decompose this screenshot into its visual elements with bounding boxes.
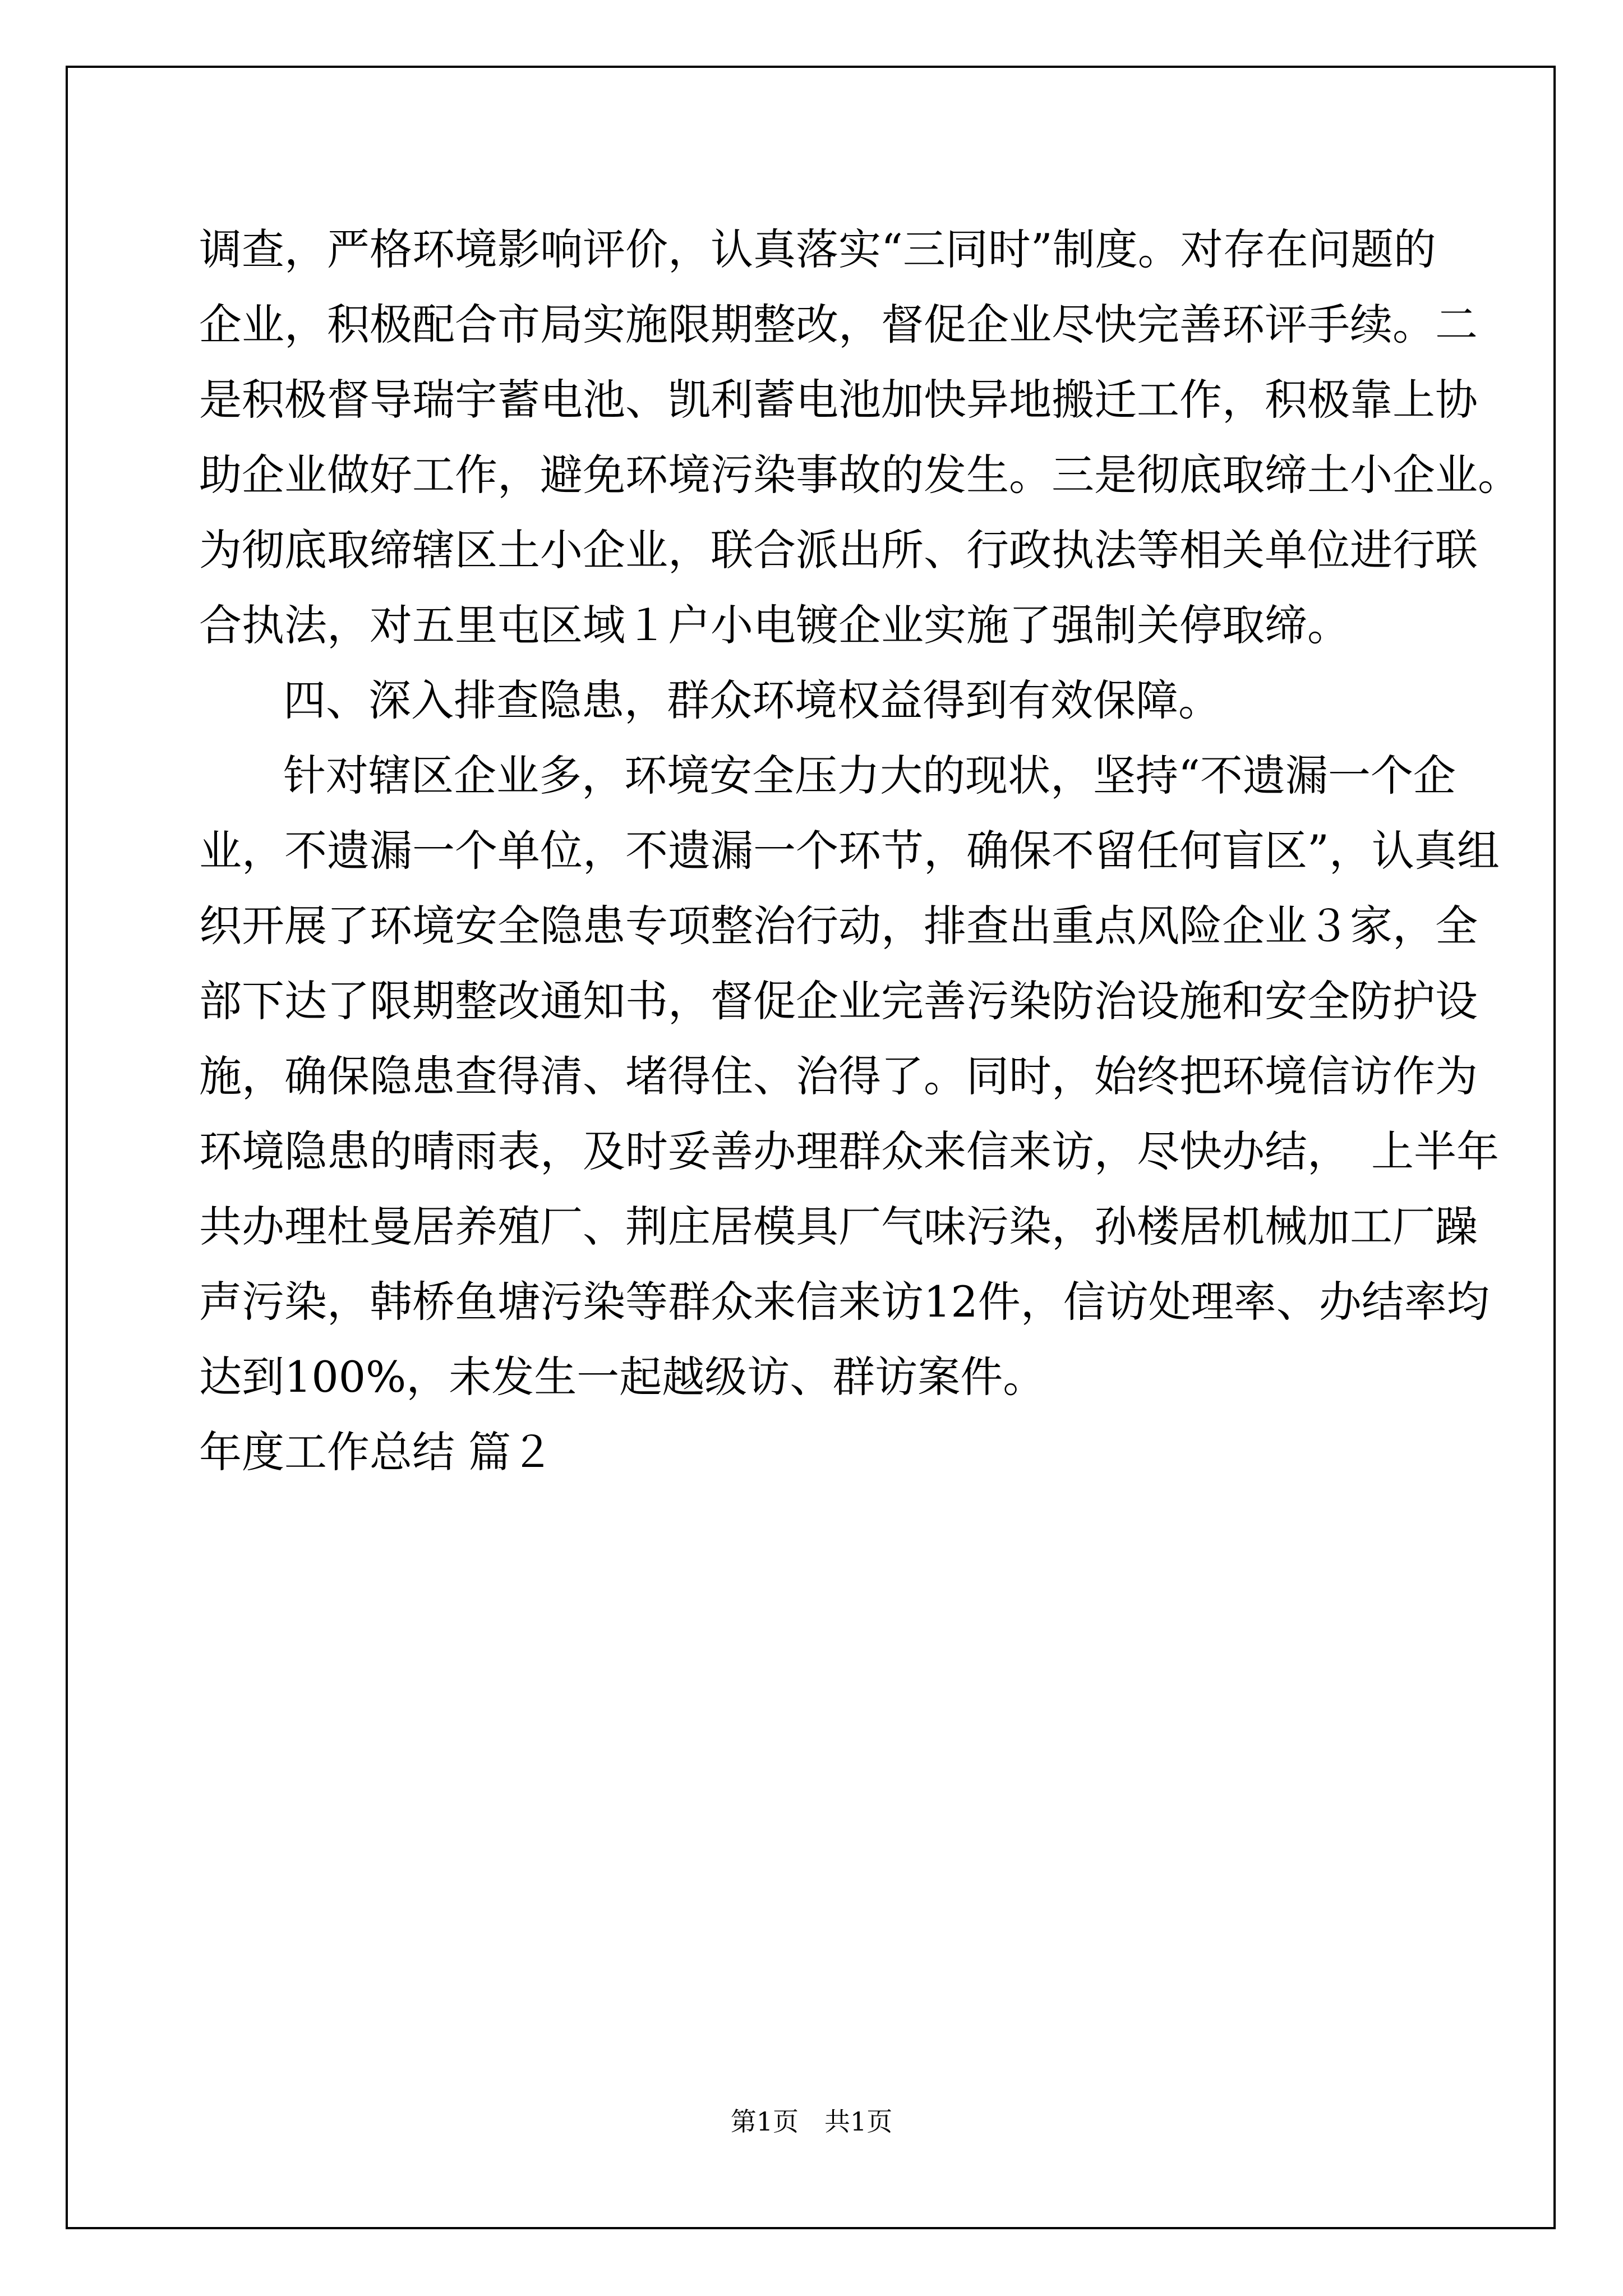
article-title: 年度工作总结 篇２: [199, 1427, 554, 1477]
paragraph-line: 共办理杜曼居养殖厂、荆庄居模具厂气味污染，孙楼居机械加工厂躁: [199, 1202, 1478, 1251]
section-heading: 四、深入排查隐患，群众环境权益得到有效保障。: [283, 675, 1221, 725]
paragraph-line: 达到100%，未发生一起越级访、群访案件。: [199, 1352, 1046, 1402]
paragraph-line: 施，确保隐患查得清、堵得住、治得了。同时，始终把环境信访作为: [199, 1051, 1478, 1101]
paragraph-line: 企业，积极配合市局实施限期整改，督促企业尽快完善环评手续。二: [199, 300, 1478, 349]
paragraph-line: 助企业做好工作，避免环境污染事故的发生。三是彻底取缔土小企业。: [199, 450, 1520, 500]
paragraph-line: 合执法，对五里屯区域１户小电镀企业实施了强制关停取缔。: [199, 600, 1350, 650]
paragraph-line: 织开展了环境安全隐患专项整治行动，排查出重点风险企业３家，全: [199, 901, 1478, 951]
paragraph-line: 为彻底取缔辖区土小企业，联合派出所、行政执法等相关单位进行联: [199, 525, 1478, 575]
paragraph-line: 环境隐患的晴雨表，及时妥善办理群众来信来访，尽快办结， 上半年: [199, 1126, 1499, 1176]
paragraph-line: 针对辖区企业多，环境安全压力大的现状，坚持“不遗漏一个企: [283, 751, 1456, 800]
paragraph-line: 是积极督导瑞宇蓄电池、凯利蓄电池加快异地搬迁工作，积极靠上协: [199, 375, 1478, 425]
page-number-footer: 第1页 共1页: [730, 2106, 893, 2137]
paragraph-line: 调查，严格环境影响评价，认真落实“三同时”制度。对存在问题的: [199, 224, 1436, 274]
paragraph-line: 声污染，韩桥鱼塘污染等群众来信来访12件，信访处理率、办结率均: [199, 1277, 1490, 1327]
paragraph-line: 业，不遗漏一个单位，不遗漏一个环节，确保不留任何盲区”，认真组: [199, 826, 1500, 876]
paragraph-line: 部下达了限期整改通知书，督促企业完善污染防治设施和安全防护设: [199, 976, 1478, 1026]
